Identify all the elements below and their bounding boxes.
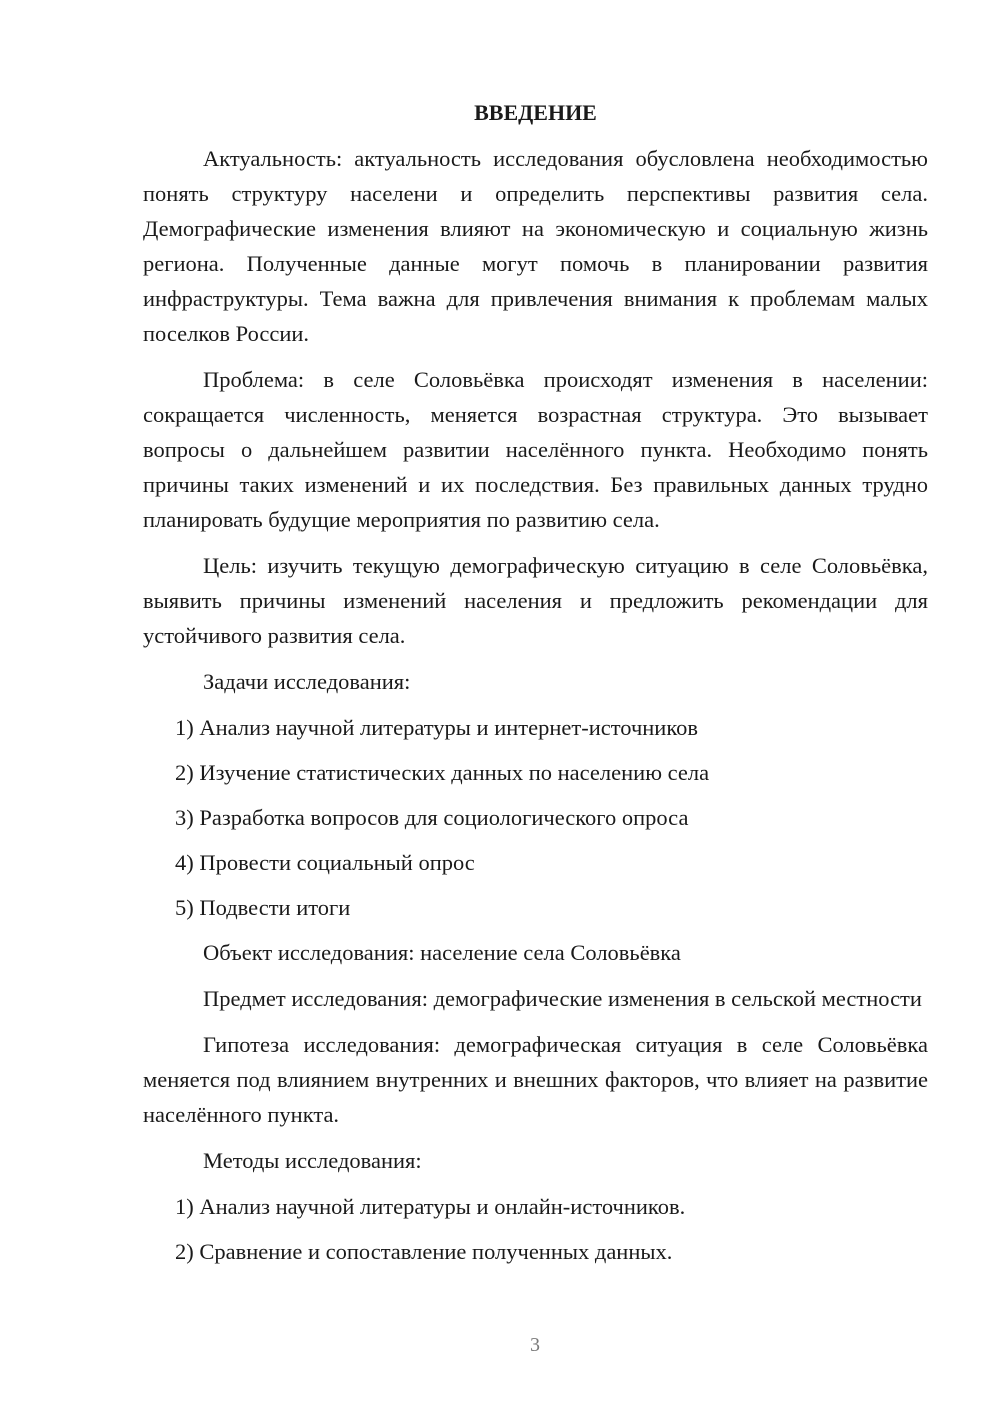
relevance-paragraph: Актуальность: актуальность исследования обусловлена необходимостью понять структуру населени и определить перспективы развития села. Демографические изменения влияют на экономическую и социальную жизнь региона. Полученные данные могут помочь в планировании развития инфраструктуры. Тема важна для привлечения внимания к проблемам малых поселков России. bbox=[143, 146, 928, 346]
list-item: 4) Провести социальный опрос bbox=[175, 850, 475, 875]
tasks-list bbox=[143, 710, 928, 925]
document-page bbox=[143, 95, 928, 1279]
tasks-heading: Задачи исследования: bbox=[203, 669, 411, 694]
list-item: 3) Разработка вопросов для социологического опроса bbox=[175, 805, 689, 830]
page-title: ВВЕДЕНИЕ bbox=[474, 100, 597, 125]
hypothesis-paragraph: Гипотеза исследования: демографическая ситуация в селе Соловьёвка меняется под влиянием внутренних и внешних факторов, что влияет на развитие населённого пункта. bbox=[143, 1032, 928, 1127]
list-item: 1) Анализ научной литературы и онлайн-источников. bbox=[175, 1194, 686, 1219]
methods-list bbox=[143, 1189, 928, 1269]
list-item: 1) Анализ научной литературы и интернет-источников bbox=[175, 715, 699, 740]
methods-heading: Методы исследования: bbox=[203, 1148, 422, 1173]
page-number: 3 bbox=[530, 1334, 540, 1356]
list-item: 2) Изучение статистических данных по населению села bbox=[175, 760, 710, 785]
subject-paragraph: Предмет исследования: демографические изменения в сельской местности bbox=[203, 986, 922, 1011]
goal-paragraph: Цель: изучить текущую демографическую ситуацию в селе Соловьёвка, выявить причины изменений населения и предложить рекомендации для устойчивого развития села. bbox=[143, 553, 928, 648]
problem-paragraph: Проблема: в селе Соловьёвка происходят изменения в населении: сокращается численность, меняется возрастная структура. Это вызывает вопросы о дальнейшем развитии населённого пункта. Необходимо понять причины таких изменений и их последствия. Без правильных данных трудно планировать будущие мероприятия по развитию села. bbox=[143, 367, 928, 532]
object-paragraph: Объект исследования: население села Соловьёвка bbox=[203, 940, 681, 965]
list-item: 5) Подвести итоги bbox=[175, 895, 351, 920]
list-item: 2) Сравнение и сопоставление полученных данных. bbox=[175, 1239, 673, 1264]
